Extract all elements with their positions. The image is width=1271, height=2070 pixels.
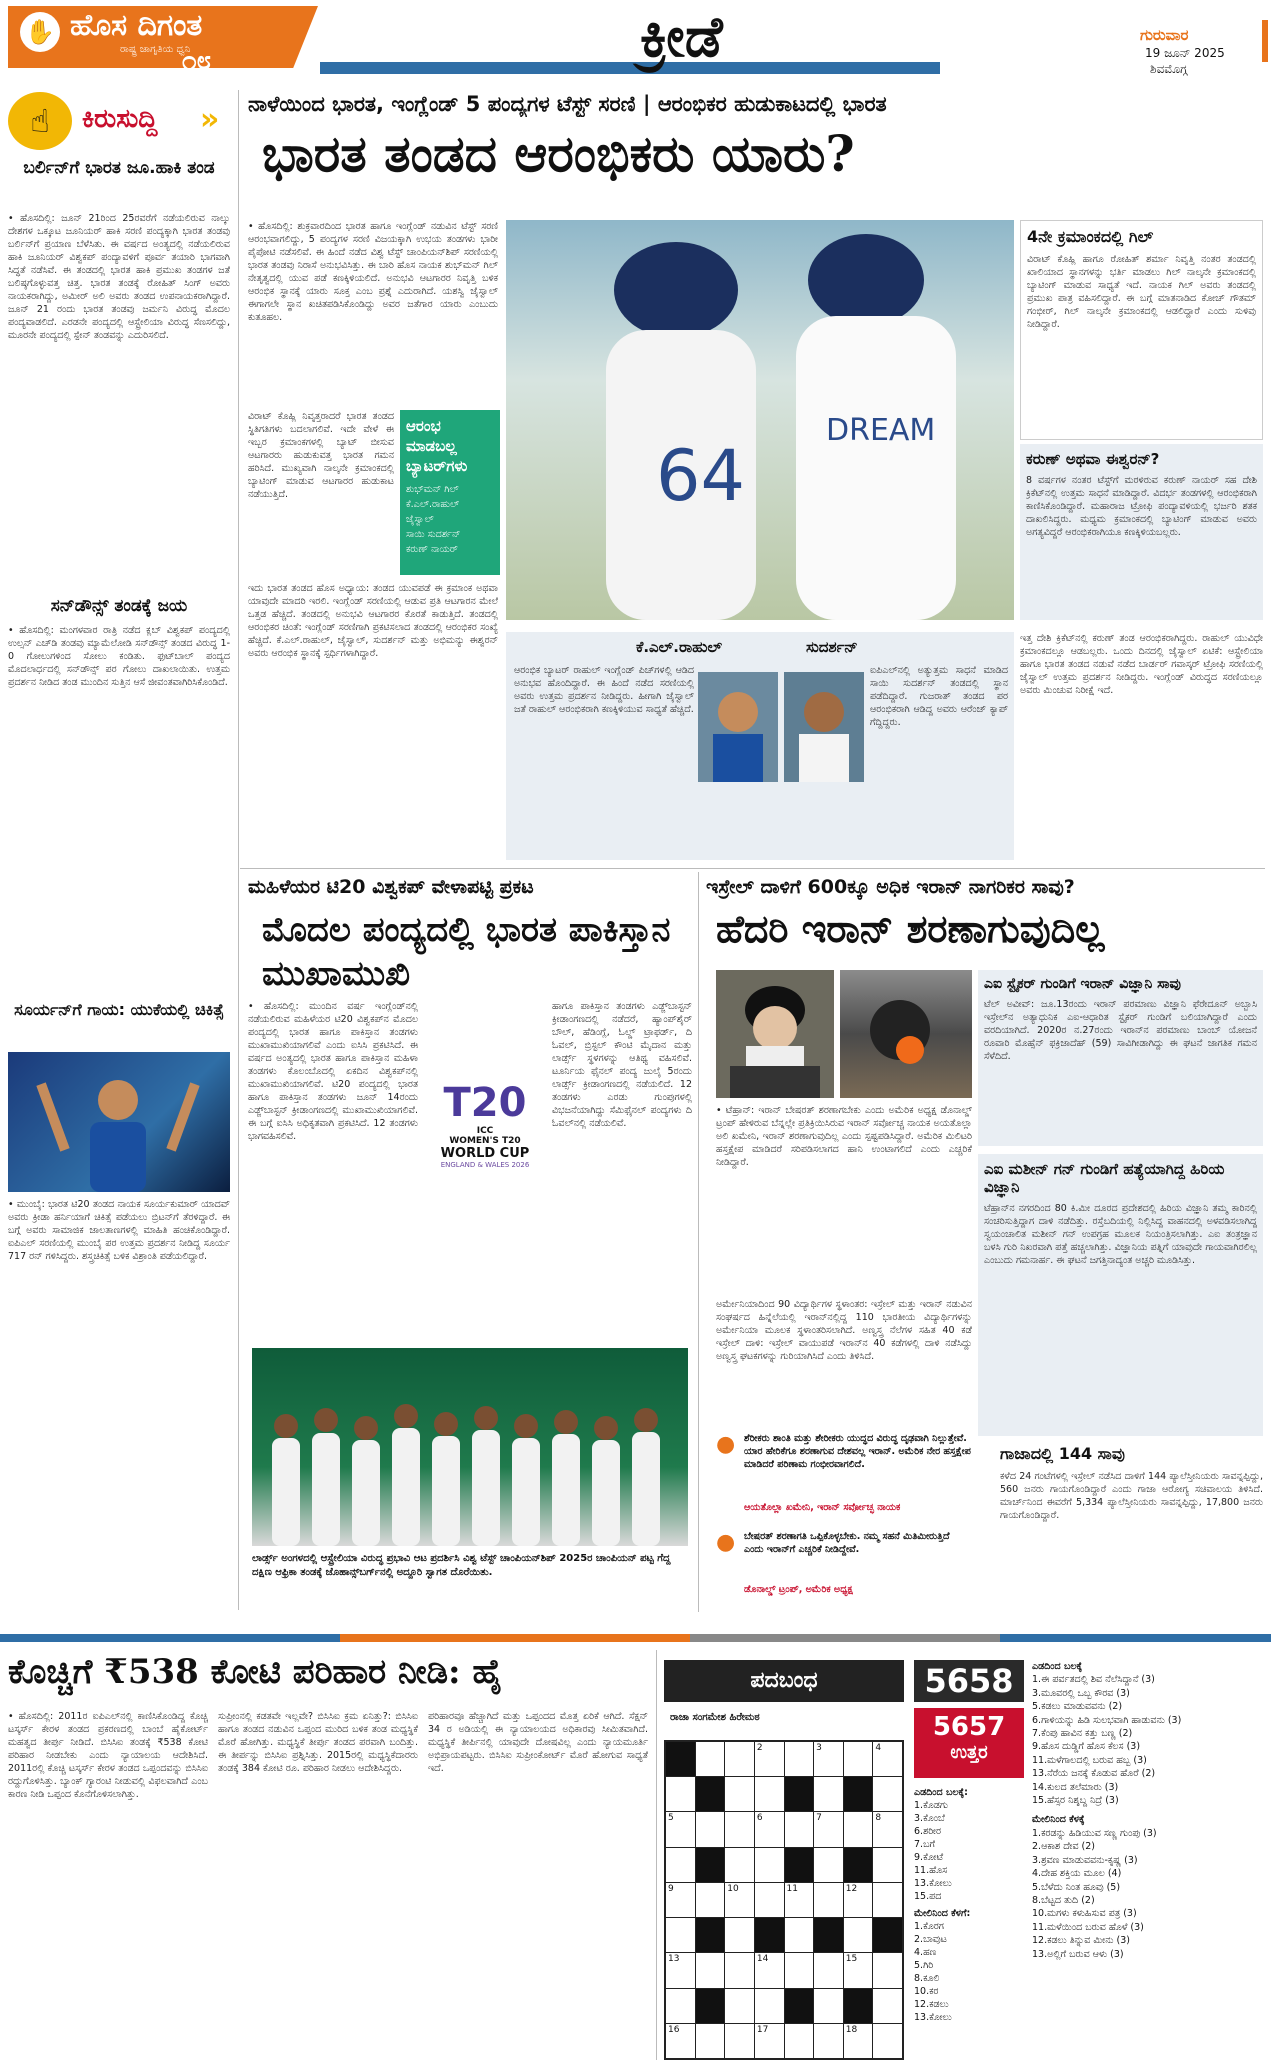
clue: 13.ಕೋಲು [914, 2012, 952, 2023]
clue: 15.ಹೆಸ್ಸರ ನಿಶ್ಶಬ್ದ ನಿದ್ರೆ (3) [1032, 1795, 1119, 1807]
crossword-grid[interactable] [664, 1740, 904, 2060]
players-box [506, 632, 1014, 860]
crossword-cell[interactable] [814, 2024, 843, 2058]
clue-head: ಮೇಲಿನಿಂದ ಕೆಳಕ್ಕೆ [1032, 1814, 1085, 1826]
clue: 5.ಬೆಳೆದು ನಿಂತ ಹೂವು (5) [1032, 1881, 1121, 1893]
khamenei-photo [716, 970, 834, 1098]
clue: 8.ಬೆಟ್ಟದ ತುದಿ (2) [1032, 1894, 1095, 1906]
crossword-black-cell[interactable] [696, 1918, 725, 1952]
clue: 10.ಮಗಳು ಕಳುಹಿಸುವ ಪತ್ರ (3) [1032, 1908, 1137, 1920]
opener-item: ಶುಭ್‌ಮನ್ ಗಿಲ್ [406, 484, 459, 495]
prev-number: 5657 [932, 1712, 1006, 1742]
clue: 7.ಬಗೆ [914, 1839, 936, 1850]
crossword-cell[interactable]: 6 [755, 1812, 784, 1846]
womens-body: ಹಾಗೂ ಪಾಕಿಸ್ತಾನ ತಂಡಗಳು ಎಡ್ಜ್‌ಬಾಸ್ಟನ್ ಕ್ರೀಡಾಂಗಣದಲ್ಲಿ ನಡೆದರೆ, ಹ್ಯಾಂಪ್‌ಶೈರ್ ಬೌಲ್, ಹೆಡಿಂಗ್ಲೆ, ಓಲ್ಡ್ ಟ್ರಾಫರ್ಡ್, ದಿ ಓವಲ್, ಬ್ರಿಸ್ಟಲ್ ಕೌಂಟಿ ಮೈದಾನ ಮತ್ತು ಲಾರ್ಡ್ಸ್ ಸ್ಥಳಗಳನ್ನು ಆತಿಥ್ಯ ವಹಿಸಲಿವೆ. ಟೂರ್ನಿಯ ಫೈನಲ್ ಪಂದ್ಯ ಜುಲೈ 5ರಂದು ಲಾರ್ಡ್ಸ್ ಕ್ರೀಡಾಂಗಣದಲ್ಲಿ ನಡೆಯಲಿದೆ. 12 ತಂಡಗಳು ಎರಡು ಗುಂಪುಗಳಲ್ಲಿ ವಿಭಜನೆಯಾಗಿದ್ದು ಸೆಮಿಫೈನಲ್ ಪಂದ್ಯಗಳು ದಿ ಓವಲ್‌ನಲ್ಲಿ ನಡೆಯಲಿವೆ. [552, 1001, 692, 1129]
puzzle-number: 5658 [914, 1660, 1024, 1702]
clue: 1.ಕೊರಗ [914, 1921, 944, 1932]
crossword-cell[interactable]: 2 [755, 1742, 784, 1776]
crossword-cell[interactable]: 4 [873, 1742, 902, 1776]
logo-text: ENGLAND & WALES 2026 [440, 1161, 530, 1169]
clue: 1.ಕರಡನ್ನು ಹಿಡಿಯುವ ಸಣ್ಣ ಗುಂಪು (3) [1032, 1827, 1157, 1839]
lead-body: ಇದು ಭಾರತ ತಂಡದ ಹೊಸ ಅಧ್ಯಾಯ: ತಂಡದ ಯುವಪಡೆ ಈ ಕ್ರಮಾಂಕ ಅಥವಾ ಯಾವುದೇ ಮಾದರಿ ಇರಲಿ. ಇಂಗ್ಲೆಂಡ್ ಸರಣಿಯಲ್ಲಿ ಆಡುವ ಪ್ರತಿ ಆಟಗಾರನ ಮೇಲೆ ಒತ್ತಡ ಹೆಚ್ಚಿದೆ. ತಂಡದಲ್ಲಿ ಅನುಭವಿ ಆಟಗಾರರ ಕೊರತೆ ಕಾಡುತ್ತಿದೆ. ತಂಡದಲ್ಲಿ ಆರಂಭಿಕರ ಚಿಂತೆ: ಇಂಗ್ಲೆಂಡ್ ಸರಣಿಗಾಗಿ ಪ್ರಕಟಿಸಲಾದ ತಂಡದಲ್ಲಿ ಆರಂಭಿಕರ ಸಂಖ್ಯೆ ಹೆಚ್ಚಿದೆ. ಕೆ.ಎಲ್.ರಾಹುಲ್, ಜೈಸ್ವಾಲ್, ಸುದರ್ಶನ್ ಮತ್ತು ಅಭಿಮನ್ಯು ಈಶ್ವರನ್ ಅವರು ಆರಂಭಿಕ ಸ್ಥಾನಕ್ಕೆ ಸ್ಪರ್ಧಿಗಳಾಗಿದ್ದಾರೆ. [248, 583, 498, 659]
quote-icon: ● [716, 1530, 736, 1555]
quote-block [716, 1432, 972, 1522]
story-body: • ಹೊಸದಿಲ್ಲಿ: ಮಂಗಳವಾರ ರಾತ್ರಿ ನಡೆದ ಕ್ಲಬ್ ವಿಶ್ವಕಪ್ ಪಂದ್ಯದಲ್ಲಿ ಉಲ್ಸನ್ ಎಚ್‌ಡಿ ತಂಡವು ಮ್ಯಾಮೆಲೋಡಿ ಸನ್‌ಡೌನ್ಸ್ ತಂಡದ ವಿರುದ್ಧ 1-0 ಗೋಲುಗಳಿಂದ ಸೋಲು ಕಂಡಿತು. ಫುಟ್‌ಬಾಲ್ ಪಂದ್ಯದ ಮೊದಲಾರ್ಧದಲ್ಲಿ ಸನ್‌ಡೌನ್ಸ್ ಪರ ಗೋಲು ದಾಖಲಾಯಿತು. ಉತ್ತಮ ಪ್ರದರ್ಶನ ನೀಡಿದ ತಂಡ ಮುಂದಿನ ಸುತ್ತಿನ ಆಸೆ ಜೀವಂತವಾಗಿರಿಸಿಕೊಂಡಿದೆ. [8, 625, 230, 688]
answer-clues [914, 1786, 1024, 2024]
crossword-cell[interactable]: 13 [666, 1953, 695, 1987]
rahul-label: ಕೆ.ಎಲ್.ರಾಹುಲ್ [636, 638, 722, 656]
lead-kicker: ನಾಳೆಯಿಂದ ಭಾರತ, ಇಂಗ್ಲೆಂಡ್ 5 ಪಂದ್ಯಗಳ ಟೆಸ್ಟ್ ಸರಣಿ | ಆರಂಭಿಕರ ಹುಡುಕಾಟದಲ್ಲಿ ಭಾರತ [248, 92, 887, 116]
crossword-cell[interactable] [785, 1953, 814, 1987]
ai-sniper-box [978, 970, 1263, 1146]
crossword-cell[interactable] [755, 1989, 784, 2023]
box-title: ಎಐ ಸ್ಟೈಕರ್ ಗುಂಡಿಗೆ ಇರಾನ್ ವಿಜ್ಞಾನಿ ಸಾವು [984, 976, 1181, 992]
crossword-cell[interactable] [725, 1742, 754, 1776]
crossword-black-cell[interactable] [785, 1989, 814, 2023]
logo-hand-icon: ✋ [20, 12, 60, 52]
clue: 12.ಕಡಲು [914, 1999, 949, 2010]
crossword-black-cell[interactable] [666, 1742, 695, 1776]
kochi-body: • ಹೊಸದಿಲ್ಲಿ: 2011ರ ಐಪಿಎಲ್‌ನಲ್ಲಿ ಕಾಣಿಸಿಕೊಂಡಿದ್ದ ಕೊಚ್ಚಿ ಟಸ್ಕರ್ಸ್ ಕೇರಳ ತಂಡದ ಪ್ರಕರಣದಲ್ಲಿ ಬಾಂಬೆ ಹೈಕೋರ್ಟ್ ಮಹತ್ವದ ತೀರ್ಪು ನೀಡಿದೆ. ಬಿಸಿಸಿಐ ತಂಡಕ್ಕೆ ₹538 ಕೋಟಿ ಪರಿಹಾರ ನೀಡಬೇಕು ಎಂದು ನ್ಯಾಯಾಲಯ ಆದೇಶಿಸಿದೆ. 2011ರಲ್ಲಿ ಕೊಚ್ಚಿ ಟಸ್ಕರ್ಸ್ ಕೇರಳ ತಂಡದ ಒಪ್ಪಂದವನ್ನು ಬಿಸಿಸಿಐ ರದ್ದುಗೊಳಿಸಿತ್ತು. ಬ್ಯಾಂಕ್ ಗ್ಯಾರಂಟಿ ನೀಡುವಲ್ಲಿ ವಿಫಲವಾಗಿದೆ ಎಂಬ ಕಾರಣ ನೀಡಿ ಒಪ್ಪಂದ ಕೊನೆಗೊಳಿಸಲಾಗಿತ್ತು. [8, 1711, 208, 1800]
womens-headline: ಮೊದಲ ಪಂದ್ಯದಲ್ಲಿ ಭಾರತ ಪಾಕಿಸ್ತಾನ ಮುಖಾಮುಖಿ [262, 910, 671, 994]
clue: 3.ಶ್ರವಣ ಮಾಡುವವನು-ಕೃಷ್ಣ (3) [1032, 1854, 1138, 1866]
pointing-hand-icon: ☝ [8, 92, 72, 150]
clue: 14.ಕುಲದ ತಲೆಮಾರು (3) [1032, 1781, 1119, 1793]
crossword-black-cell[interactable] [696, 1848, 725, 1882]
clue: 15.ಪದ [914, 1891, 942, 1902]
crossword-cell[interactable]: 17 [755, 2024, 784, 2058]
karun-title: ಕರುಣ್ ಅಥವಾ ಈಶ್ವರನ್? [1026, 450, 1160, 468]
clue: 5.ಗಿರಿ [914, 1960, 934, 1971]
crossword-cell[interactable] [844, 1812, 873, 1846]
prev-label: ಉತ್ತರ [950, 1742, 988, 1763]
sa-team-photo [252, 1348, 688, 1546]
quote-text: ಶೆರೀಕರು ಶಾಂತಿ ಮತ್ತು ಶೇರೀಕರು ಯುದ್ಧದ ವಿರುದ್ಧ ದೃಢವಾಗಿ ನಿಲ್ಲುತ್ತೇವೆ. ಯಾರ ಹೇರಿಕೆಗೂ ಶರಣಾಗುವ ದೇಶವಲ್ಲ ಇರಾನ್. ಅಮೆರಿಕ ನೇರ ಹಸ್ತಕ್ಷೇಪ ಮಾಡಿದರೆ ಪರಿಣಾಮ ಗಂಭೀರವಾಗಲಿದೆ. [744, 1433, 971, 1470]
crossword-cell[interactable] [696, 2024, 725, 2058]
crossword-cell[interactable] [666, 1848, 695, 1882]
crossword-cell[interactable] [725, 1918, 754, 1952]
batters-illustration [506, 220, 1014, 620]
crossword-cell[interactable]: 7 [814, 1812, 843, 1846]
story-headline: ಸನ್‌ಡೌನ್ಸ್ ತಂಡಕ್ಕೆ ಜಯ [50, 596, 188, 616]
crossword-cell[interactable] [814, 1848, 843, 1882]
opener-item: ಕರುಣ್ ನಾಯರ್ [406, 544, 458, 555]
quote-author: ಆಯತೊಲ್ಲಾ ಖಮೇನಿ, ಇರಾನ್ ಸರ್ವೋಚ್ಛ ನಾಯಕ [744, 1502, 901, 1513]
puzzle-title-text: ಪದಬಂಧ [664, 1660, 904, 1702]
story-body: • ಮುಂಬೈ: ಭಾರತ ಟಿ20 ತಂಡದ ನಾಯಕ ಸೂರ್ಯಕುಮಾರ್ ಯಾದವ್ ಅವರು ಕ್ರೀಡಾ ಹರ್ನಿಯಾಗೆ ಚಿಕಿತ್ಸೆ ಪಡೆಯಲು ಬ್ರಿಟನ್‌ಗೆ ತೆರಳಿದ್ದಾರೆ. ಈ ಬಗ್ಗೆ ಅವರು ಸಾಮಾಜಿಕ ಜಾಲತಾಣಗಳಲ್ಲಿ ಮಾಹಿತಿ ಹಂಚಿಕೊಂಡಿದ್ದಾರೆ. ಐಪಿಎಲ್ ಸರಣಿಯಲ್ಲಿ ಮುಂಬೈ ಪರ ಉತ್ತಮ ಪ್ರದರ್ಶನ ನೀಡಿದ್ದ ಸೂರ್ಯ 717 ರನ್ ಗಳಿಸಿದ್ದರು. ಶಸ್ತ್ರಚಿಕಿತ್ಸೆ ಬಳಿಕ ವಿಶ್ರಾಂತಿ ಪಡೆಯಲಿದ್ದಾರೆ. [8, 1199, 230, 1262]
crossword-cell[interactable]: 5 [666, 1812, 695, 1846]
clue: 11.ಮಳೆಯಿಂದ ಬರುವ ಹೊಳೆ (3) [1032, 1921, 1144, 1933]
iran-body: • ಟೆಹ್ರಾನ್: ಇರಾನ್ ಬೇಷರತ್ ಶರಣಾಗಬೇಕು ಎಂದು ಅಮೆರಿಕ ಅಧ್ಯಕ್ಷ ಡೊನಾಲ್ಡ್ ಟ್ರಂಪ್ ಹೇಳಿರುವ ಬೆನ್ನಲ್ಲೇ ಪ್ರತಿಕ್ರಿಯಿಸಿರುವ ಇರಾನ್ ಸರ್ವೋಚ್ಚ ನಾಯಕ ಅಯತೊಲ್ಲಾ ಅಲಿ ಖಮೇನಿ, ಇರಾನ್ ಶರಣಾಗುವುದಿಲ್ಲ ಎಂದು ಸ್ಪಷ್ಟಪಡಿಸಿದ್ದಾರೆ. ಅಮೆರಿಕ ಮಿಲಿಟರಿ ಹಸ್ತಕ್ಷೇಪ ಮಾಡಿದರೆ ಸರಿಪಡಿಸಲಾಗದ ಹಾನಿ ಉಂಟಾಗಲಿದೆ ಎಂದು ಎಚ್ಚರಿಕೆ ನೀಡಿದ್ದಾರೆ. [716, 1105, 972, 1168]
crossword-cell[interactable] [725, 1777, 754, 1811]
crossword-cell[interactable] [873, 1777, 902, 1811]
womens-kicker: ಮಹಿಳೆಯರ ಟಿ20 ವಿಶ್ವಕಪ್ ವೇಳಾಪಟ್ಟಿ ಪ್ರಕಟ [248, 876, 534, 898]
city: ಶಿವಮೊಗ್ಗ [1150, 62, 1188, 76]
crossword-cell[interactable] [755, 1883, 784, 1917]
karun-body: 8 ವರ್ಷಗಳ ನಂತರ ಟೆಸ್ಟ್‌ಗೆ ಮರಳಿರುವ ಕರುಣ್ ನಾಯರ್ ಸಹ ದೇಶಿ ಕ್ರಿಕೆಟ್‌ನಲ್ಲಿ ಉತ್ತಮ ಸಾಧನೆ ಮಾಡಿದ್ದಾರೆ. ವಿದರ್ಭ ತಂಡಗಳಲ್ಲಿ ಆರಂಭಿಕರಾಗಿ ಕಾಣಿಸಿಕೊಂಡಿದ್ದಾರೆ. ಮಹಾರಾಜ ಟ್ರೋಫಿ ಪಂದ್ಯಾವಳಿಯಲ್ಲಿ ಭರ್ಜರಿ ಶತಕ ದಾಖಲಿಸಿದ್ದರು. ಮಧ್ಯಮ ಕ್ರಮಾಂಕದಲ್ಲಿ ಬ್ಯಾಟಿಂಗ್ ಮಾಡುವ ಅವರು ಅಗತ್ಯವಿದ್ದರೆ ಆರಂಭಿಕರಾಗಿಯೂ ಕಣಕ್ಕಿಳಿಯಬಲ್ಲರು. [1026, 475, 1257, 538]
crossword-cell[interactable] [725, 2024, 754, 2058]
sudarshan-body: ಐಪಿಎಲ್‌ನಲ್ಲಿ ಅತ್ಯುತ್ತಮ ಸಾಧನೆ ಮಾಡಿದ ಸಾಯಿ ಸುದರ್ಶನ್ ತಂಡದಲ್ಲಿ ಸ್ಥಾನ ಪಡೆದಿದ್ದಾರೆ. ಗುಜರಾತ್ ತಂಡದ ಪರ ಆರಂಭಿಕರಾಗಿ ಆಡಿದ್ದ ಅವರು ಆರೆಂಜ್ ಕ್ಯಾಪ್ ಗೆದ್ದಿದ್ದರು. [870, 665, 1008, 728]
svg-text:DREAM: DREAM [826, 413, 936, 448]
clue-head: ಎಡದಿಂದ ಬಲಕ್ಕೆ [1032, 1661, 1083, 1672]
gill-body: ವಿರಾಟ್ ಕೊಹ್ಲಿ ಹಾಗೂ ರೋಹಿತ್ ಶರ್ಮಾ ನಿವೃತ್ತಿ ನಂತರ ತಂಡದಲ್ಲಿ ಖಾಲಿಯಾದ ಸ್ಥಾನಗಳನ್ನು ಭರ್ತಿ ಮಾಡಲು ಗಿಲ್ ನಾಲ್ಕನೇ ಕ್ರಮಾಂಕದಲ್ಲಿ ಬ್ಯಾಟಿಂಗ್ ಮಾಡುವ ಸಾಧ್ಯತೆ ಇದೆ. ನಾಯಕ ಗಿಲ್ ಅವರು ತಂಡದಲ್ಲಿ ಪ್ರಮುಖ ಪಾತ್ರ ವಹಿಸಲಿದ್ದಾರೆ. ಈ ಬಗ್ಗೆ ಮಾತನಾಡಿದ ಕೋಚ್ ಗೌತಮ್ ಗಂಭೀರ್, ಗಿಲ್ ನಾಲ್ಕನೇ ಕ್ರಮಾಂಕದಲ್ಲಿ ಆಡಲಿದ್ದಾರೆ ಎಂದು ಸುಳಿವು ನೀಡಿದ್ದಾರೆ. [1027, 254, 1256, 330]
quote-author: ಡೊನಾಲ್ಡ್ ಟ್ರಂಪ್, ಅಮೆರಿಕ ಅಧ್ಯಕ್ಷ [744, 1584, 853, 1595]
iran-kicker: ಇಸ್ರೇಲ್ ದಾಳಿಗೆ 600ಕ್ಕೂ ಅಧಿಕ ಇರಾನ್ ನಾಗರಿಕರ ಸಾವು? [706, 876, 1075, 898]
crossword-cell[interactable] [725, 1953, 754, 1987]
crossword-cell[interactable]: 12 [844, 1883, 873, 1917]
crossword-cell[interactable] [696, 1742, 725, 1776]
bottom-divider [0, 1634, 1271, 1642]
kirusuddi-label: ಕಿರುಸುದ್ದಿ [82, 104, 158, 134]
crossword-black-cell[interactable] [696, 1989, 725, 2023]
clue: 3.ಕೊಂಬೆ [914, 1813, 945, 1824]
story-headline: ಬರ್ಲಿನ್‌ಗೆ ಭಾರತ ಜೂ.ಹಾಕಿ ತಂಡ [23, 158, 215, 178]
lead-body: • ಹೊಸದಿಲ್ಲಿ: ಶುಕ್ರವಾರದಿಂದ ಭಾರತ ಹಾಗೂ ಇಂಗ್ಲೆಂಡ್ ನಡುವಿನ ಟೆಸ್ಟ್ ಸರಣಿ ಆರಂಭವಾಗಲಿದ್ದು, 5 ಪಂದ್ಯಗಳ ಸರಣಿ ವಿಜಯಕ್ಕಾಗಿ ಉಭಯ ತಂಡಗಳು ಭಾರೀ ಪೈಪೋಟಿ ನಡೆಸಲಿವೆ. ಈ ಹಿಂದೆ ನಡೆದ ವಿಶ್ವ ಟೆಸ್ಟ್ ಚಾಂಪಿಯನ್‌ಶಿಪ್ ಸರಣಿಯಲ್ಲಿ ಭಾರತ ತಂಡವು ನಿರಾಸೆ ಅನುಭವಿಸಿತ್ತು. ಈ ಬಾರಿ ಹೊಸ ನಾಯಕ ಶುಭ್‌ಮನ್ ಗಿಲ್ ನೇತೃತ್ವದಲ್ಲಿ ಯುವ ಪಡೆ ಕಣಕ್ಕಿಳಿಯಲಿದೆ. ಅನುಭವಿ ಆಟಗಾರರ ನಿವೃತ್ತಿ ಬಳಿಕ ಆರಂಭಿಕ ಸ್ಥಾನಕ್ಕೆ ಯಾರು ಸೂಕ್ತ ಎಂಬ ಪ್ರಶ್ನೆ ಎದುರಾಗಿದೆ. ಯಶಸ್ವಿ ಜೈಸ್ವಾಲ್ ಈಗಾಗಲೇ ಸ್ಥಾನ ಖಚಿತಪಡಿಸಿಕೊಂಡಿದ್ದು ಅವರ ಜತೆಗಾರ ಯಾರು ಎಂಬುದು ಕುತೂಹಲ. [248, 221, 498, 323]
crossword-cell[interactable]: 11 [785, 1883, 814, 1917]
crossword-cell[interactable] [873, 2024, 902, 2058]
quote-block [716, 1530, 972, 1610]
quote-icon: ● [716, 1432, 736, 1457]
crossword-cell[interactable] [696, 1812, 725, 1846]
crossword-cell[interactable] [696, 1953, 725, 1987]
clue: 13.ಅಲ್ಲಿಗೆ ಬರುವ ಆಳು (3) [1032, 1948, 1124, 1960]
crossword-cell[interactable] [785, 1812, 814, 1846]
icc-logo [425, 1080, 545, 1200]
opener-item: ಕೆ.ಎಲ್.ರಾಹುಲ್ [406, 499, 460, 510]
crossword-black-cell[interactable] [814, 1918, 843, 1952]
clue: 11.ಹೊಸ [914, 1865, 948, 1876]
date-day: ಗುರುವಾರ [1140, 26, 1189, 44]
openers-list [406, 482, 494, 557]
crossword-cell[interactable] [725, 1812, 754, 1846]
crossword-cell[interactable] [814, 1953, 843, 1987]
section-title: ಕ್ರೀಡೆ [640, 4, 723, 70]
box-title: ಎಐ ಮಶೀನ್ ಗನ್ ಗುಂಡಿಗೆ ಹತ್ಯೆಯಾಗಿದ್ದ ಹಿರಿಯ ವಿಜ್ಞಾನಿ [984, 1160, 1225, 1196]
logo-text: ICC [476, 1126, 494, 1136]
crossword-cell[interactable] [725, 1989, 754, 2023]
crossword-cell[interactable] [844, 1742, 873, 1776]
rahul-body: ಆರಂಭಿಕ ಬ್ಯಾಟರ್ ರಾಹುಲ್ ಇಂಗ್ಲೆಂಡ್ ಪಿಚ್‌ಗಳಲ್ಲಿ ಆಡಿದ ಅನುಭವ ಹೊಂದಿದ್ದಾರೆ. ಈ ಹಿಂದೆ ನಡೆದ ಸರಣಿಯಲ್ಲಿ ಅವರು ಉತ್ತಮ ಪ್ರದರ್ಶನ ನೀಡಿದ್ದರು. ಹೀಗಾಗಿ ಜೈಸ್ವಾಲ್ ಜತೆ ರಾಹುಲ್ ಆರಂಭಿಕರಾಗಿ ಕಣಕ್ಕಿಳಿಯುವ ಸಾಧ್ಯತೆ ಹೆಚ್ಚಿದೆ. [514, 665, 694, 715]
crossword-cell[interactable] [696, 1883, 725, 1917]
box-body: ಟೆಲ್ ಅವೀವ್: ಜೂ.13ರಂದು ಇರಾನ್ ಪರಮಾಣು ವಿಜ್ಞಾನಿ ಫೆರೇದೂನ್ ಅಬ್ಬಾಸಿ ಇಸ್ರೇಲ್‌ನ ಅತ್ಯಾಧುನಿಕ ಎಐ-ಆಧಾರಿತ ಸ್ಟೈಕರ್ ಗುಂಡಿಗೆ ಬಲಿಯಾಗಿದ್ದಾರೆ ಎಂದು ವರದಿಯಾಗಿದೆ. 2020ರ ನ.27ರಂದು ಇರಾನ್‌ನ ಪರಮಾಣು ಬಾಂಬ್ ಯೋಜನೆ ರೂವಾರಿ ಮೊಹ್ಸೆನ್ ಫಕ್ರಿಜಾದೆಹ್ (59) ಸಾವಿಗೀಡಾಗಿದ್ದು ಈ ಘಟನೆ ಜಾಗತಿಕ ಗಮನ ಸೆಳೆದಿದೆ. [984, 999, 1257, 1062]
photo-caption: ಲಾರ್ಡ್ಸ್ ಅಂಗಳದಲ್ಲಿ ಆಸ್ಟ್ರೇಲಿಯಾ ವಿರುದ್ಧ ಪ್ರಭಾವಿ ಆಟ ಪ್ರದರ್ಶಿಸಿ ವಿಶ್ವ ಟೆಸ್ಟ್ ಚಾಂಪಿಯನ್‌ಶಿಪ್ 2025ರ ಚಾಂಪಿಯನ್ ಪಟ್ಟ ಗೆದ್ದ ದಕ್ಷಿಣ ಆಫ್ರಿಕಾ ತಂಡಕ್ಕೆ ಜೊಹಾನ್ಸ್‌ಬರ್ಗ್‌ನಲ್ಲಿ ಅದ್ದೂರಿ ಸ್ವಾಗತ ದೊರೆಯಿತು. [252, 1553, 671, 1578]
kochi-body: ಪರಿಹಾರವೂ ಹೆಚ್ಚಾಗಿದೆ ಮತ್ತು ಒಪ್ಪಂದದ ಮೊತ್ತ ಏರಿಕೆ ಆಗಿದೆ. ಸೆಕ್ಷನ್ 34 ರ ಅಡಿಯಲ್ಲಿ ಈ ನ್ಯಾಯಾಲಯದ ಅಧಿಕಾರವು ಸೀಮಿತವಾಗಿದೆ. ಮಧ್ಯಸ್ಥಿಕೆ ತೀರ್ಪಿನಲ್ಲಿ ಯಾವುದೇ ದೋಷವಿಲ್ಲ ಎಂದು ನ್ಯಾಯಮೂರ್ತಿ ಅಭಿಪ್ರಾಯಪಟ್ಟರು. ಬಿಸಿಸಿಐ ಸುಪ್ರೀಂಕೋರ್ಟ್ ಮೊರೆ ಹೋಗುವ ಸಾಧ್ಯತೆ ಇದೆ. [428, 1711, 648, 1774]
clue: 12.ಕಡಲು ತಿನ್ನುವ ಮೀನು (3) [1032, 1935, 1130, 1947]
crossword-cell[interactable] [814, 1989, 843, 2023]
clue: 11.ಮಳೆಗಾಲದಲ್ಲಿ ಬರುವ ಹಬ್ಬ (3) [1032, 1754, 1147, 1766]
quote-text: ಬೇಷರತ್ ಶರಣಾಗತಿ ಒಪ್ಪಿಕೊಳ್ಳಬೇಕು. ನಮ್ಮ ಸಹನೆ ಮಿತಿಮೀರುತ್ತಿದೆ ಎಂದು ಇರಾನ್‌ಗೆ ಎಚ್ಚರಿಕೆ ನೀಡಿದ್ದೇವೆ. [744, 1531, 950, 1555]
sudarshan-label: ಸುದರ್ಶನ್ [806, 638, 858, 656]
cricketer-illustration [8, 1052, 230, 1192]
clue: 5.ಕಡಲು ಮಾಡುವವನು (2) [1032, 1701, 1123, 1713]
clue: 6.ಗಾಳಿಯನ್ನು ಹಿಡಿ ಸುಲಭವಾಗಿ ಹಾಡುವನು (3) [1032, 1714, 1182, 1726]
opener-item: ಸಾಯಿ ಸುದರ್ಶನ್ [406, 529, 461, 540]
crossword-cell[interactable]: 9 [666, 1883, 695, 1917]
clue: 1.ಈ ಪರ್ವತದಲ್ಲಿ ಶಿವ ನೆಲೆಸಿದ್ದಾನೆ (3) [1032, 1674, 1155, 1686]
lead-photo [506, 220, 1014, 620]
clue: 2.ಆಕಾಶ ದೇವ (2) [1032, 1841, 1096, 1853]
suryakumar-photo [8, 1052, 230, 1192]
crossword-black-cell[interactable] [873, 1918, 902, 1952]
crossword-cell[interactable] [666, 1918, 695, 1952]
section-divider [240, 868, 1265, 869]
lead-body: ವಿರಾಟ್ ಕೊಹ್ಲಿ ನಿವೃತ್ತರಾದರೆ ಭಾರತ ತಂಡದ ಸ್ಥಿತಿಗತಿಗಳು ಬದಲಾಗಲಿವೆ. ಇದೇ ವೇಳೆ ಈ ಇಬ್ಬರ ಕ್ರಮಾಂಕಗಳಲ್ಲಿ ಬ್ಯಾಟ್ ಬೀಸುವ ಆಟಗಾರರು ಹುಡುಕುವತ್ತ ಭಾರತ ಗಮನ ಹರಿಸಿದೆ. ಮುಖ್ಯವಾಗಿ ನಾಲ್ಕನೇ ಕ್ರಮಾಂಕದಲ್ಲಿ ಬ್ಯಾಟಿಂಗ್ ಮಾಡುವ ಆಟಗಾರರ ಹುಡುಕಾಟ ನಡೆಯುತ್ತಿದೆ. [248, 411, 394, 500]
crossword-cell[interactable] [755, 1777, 784, 1811]
clue: 4.ಹಣ [914, 1947, 937, 1958]
crossword-cell[interactable]: 3 [814, 1742, 843, 1776]
ai-machinegun-box [978, 1154, 1263, 1436]
crossword-cell[interactable] [725, 1848, 754, 1882]
accent-bar [1262, 20, 1268, 62]
crossword-black-cell[interactable] [785, 1777, 814, 1811]
clue-head: ಮೇಲಿನಿಂದ ಕೆಳಗೆ: [914, 1908, 971, 1919]
clue: 7.ಕೆಂಪು ಹಾವಿನ ಕತ್ತು ಬಣ್ಣ (2) [1032, 1728, 1133, 1740]
crossword-cell[interactable] [666, 1777, 695, 1811]
logo-name: ಹೊಸ ದಿಗಂತ [70, 8, 203, 43]
svg-text:64: 64 [656, 435, 746, 517]
crossword-cell[interactable] [755, 1848, 784, 1882]
clue: 10.ಕರ [914, 1986, 939, 1997]
opener-item: ಜೈಸ್ವಾಲ್ [406, 514, 434, 525]
crossword-cell[interactable]: 8 [873, 1812, 902, 1846]
crossword-black-cell[interactable] [844, 1989, 873, 2023]
date: 19 ಜೂನ್ 2025 [1145, 46, 1225, 60]
box-body: ಟೆಹ್ರಾನ್‌ನ ನಗರದಿಂದ 80 ಕಿ.ಮೀ ದೂರದ ಪ್ರದೇಶದಲ್ಲಿ ಹಿರಿಯ ವಿಜ್ಞಾನಿ ತಮ್ಮ ಕಾರಿನಲ್ಲಿ ಸಂಚರಿಸುತ್ತಿದ್ದಾಗ ದಾಳಿ ನಡೆದಿತ್ತು. ರಸ್ತೆಬದಿಯಲ್ಲಿ ನಿಲ್ಲಿಸಿದ್ದ ವಾಹನದಲ್ಲಿ ಅಳವಡಿಸಲಾಗಿದ್ದ ಸ್ವಯಂಚಾಲಿತ ಮಶೀನ್ ಗನ್ ಉಪಗ್ರಹ ಮೂಲಕ ನಿಯಂತ್ರಿಸಲಾಗಿತ್ತು. ಎಐ ತಂತ್ರಜ್ಞಾನ ಬಳಸಿ ಗುರಿ ನಿಖರವಾಗಿ ಪತ್ತೆ ಹಚ್ಚಲಾಗಿತ್ತು. ವಿಜ್ಞಾನಿಯ ಪತ್ನಿಗೆ ಯಾವುದೇ ಗಾಯವಾಗಿರಲಿಲ್ಲ ಎಂಬುದು ಗಮನಾರ್ಹ. ಈ ಘಟನೆ ಜಗತ್ತಿನಾದ್ಯಂತ ಅಚ್ಚರಿ ಮೂಡಿಸಿತ್ತು. [984, 1203, 1257, 1266]
crossword-cell[interactable] [873, 1989, 902, 2023]
lead-headline: ಭಾರತ ತಂಡದ ಆರಂಭಿಕರು ಯಾರು? [262, 124, 855, 183]
puzzle-author: ರಾಜಾ ಸಂಗಮೇಶ ಹಿರೇಮಠ [670, 1712, 760, 1723]
page-number: ೧೮ [182, 46, 212, 76]
gill-title: 4ನೇ ಕ್ರಮಾಂಕದಲ್ಲಿ ಗಿಲ್ [1027, 227, 1154, 246]
crossword-cell[interactable] [873, 1953, 902, 1987]
column-divider [656, 1650, 657, 2060]
crossword-cell[interactable]: 15 [844, 1953, 873, 1987]
iran-headline: ಹೆದರಿ ಇರಾನ್ ಶರಣಾಗುವುದಿಲ್ಲ [716, 906, 1105, 951]
crossword-cell[interactable] [814, 1883, 843, 1917]
header-bar [320, 62, 940, 74]
openers-title: ಆರಂಭ ಮಾಡಬಲ್ಲ ಬ್ಯಾಟರ್‌ಗಳು [406, 417, 468, 475]
puzzle-title [664, 1660, 904, 1702]
clue: 13.ನೆರೆಯ ಜನಕ್ಕೆ ಕೊಡುವ ಹೊರೆ (2) [1032, 1768, 1156, 1780]
kochi-headline: ಕೊಚ್ಚಿಗೆ ₹538 ಕೋಟಿ ಪರಿಹಾರ ನೀಡಿ: ಹೈ [8, 1652, 504, 1692]
gaza-body: ಕಳೆದ 24 ಗಂಟೆಗಳಲ್ಲಿ ಇಸ್ರೇಲ್ ನಡೆಸಿದ ದಾಳಿಗೆ 144 ಪ್ಯಾಲೆಸ್ತೀನಿಯರು ಸಾವನ್ನಪ್ಪಿದ್ದು, 560 ಜನರು ಗಾಯಗೊಂಡಿದ್ದಾರೆ ಎಂದು ಗಾಜಾ ಆರೋಗ್ಯ ಸಚಿವಾಲಯ ತಿಳಿಸಿದೆ. ಮಾರ್ಚ್‌ನಿಂದ ಈವರೆಗೆ 5,334 ಪ್ಯಾಲೆಸ್ತೀನಿಯರು ಸಾವನ್ನಪ್ಪಿದ್ದು, 17,800 ಜನರು ಗಾಯಗೊಂಡಿದ್ದಾರೆ. [1000, 1471, 1263, 1521]
story-body: • ಹೊಸದಿಲ್ಲಿ: ಜೂನ್ 21ರಿಂದ 25ರವರೆಗೆ ನಡೆಯಲಿರುವ ನಾಲ್ಕು ದೇಶಗಳ ಒಕ್ಕೂಟ ಜೂನಿಯರ್ ಹಾಕಿ ಸರಣಿ ಪಂದ್ಯಕ್ಕಾಗಿ ಭಾರತ ತಂಡವು ಬರ್ಲಿನ್‌ಗೆ ಪ್ರಯಾಣ ಬೆಳೆಸಿತು. ಈ ವರ್ಷದ ಅಂತ್ಯದಲ್ಲಿ ನಡೆಯಲಿರುವ ಹಾಕಿ ಜೂನಿಯರ್ ವಿಶ್ವಕಪ್ ಪಂದ್ಯಾವಳಿಗೆ ಪೂರ್ವ ತಯಾರಿ ಭಾಗವಾಗಿ ಸಿದ್ಧತೆ ನಡೆಸಿವೆ. ಈ ತಂಡದಲ್ಲಿ ಭಾರತ ಹಾಕಿ ಪ್ರಮುಖ ತಂಡಗಳ ಜತೆ ಬಲಿಷ್ಠಗೊಳ್ಳುವತ್ತ ಚಿತ್ತ. ಭಾರತ ತಂಡಕ್ಕೆ ರೋಹಿತ್ ಸಿಂಗ್ ಅವರು ನಾಯಕರಾಗಿದ್ದು, ಅಮೀರ್ ಅಲಿ ಅವರು ತಂಡದ ಉಪನಾಯಕರಾಗಿದ್ದಾರೆ. ಜೂನ್ 21 ರಂದು ಭಾರತ ತಂಡವು ಜರ್ಮನಿ ವಿರುದ್ಧ ಮೊದಲ ಪಂದ್ಯವಾಡಲಿದೆ. ಎರಡನೇ ಪಂದ್ಯದಲ್ಲಿ ಆಸ್ಟ್ರೇಲಿಯಾ ವಿರುದ್ಧ ಸೆಣಸಲಿದ್ದು, ಮೂರನೇ ಪಂದ್ಯದಲ್ಲಿ ಸ್ಪೇನ್ ತಂಡವನ್ನು ಎದುರಿಸಲಿದೆ. [8, 213, 230, 341]
clue-head: ಎಡದಿಂದ ಬಲಕ್ಕೆ: [914, 1787, 968, 1798]
clue: 1.ಕೊಡಗು [914, 1800, 948, 1811]
iran-body: ಅರ್ಮೇನಿಯಾದಿಂದ 90 ವಿದ್ಯಾರ್ಥಿಗಳ ಸ್ಥಳಾಂತರ: ಇಸ್ರೇಲ್ ಮತ್ತು ಇರಾನ್ ನಡುವಿನ ಸಂಘರ್ಷದ ಹಿನ್ನೆಲೆಯಲ್ಲಿ ಇರಾನ್‌ನಲ್ಲಿದ್ದ 110 ಭಾರತೀಯ ವಿದ್ಯಾರ್ಥಿಗಳನ್ನು ಅರ್ಮೇನಿಯಾ ಮೂಲಕ ಸ್ಥಳಾಂತರಿಸಲಾಗಿದೆ. ಅಣ್ವಸ್ತ್ರ ನೆಲೆಗಳ ಸಹಿತ 40 ಕಡೆ ಇಸ್ರೇಲ್ ದಾಳಿ: ಇಸ್ರೇಲ್ ವಾಯುಪಡೆ ಇರಾನ್‌ನ 40 ಕಡೆಗಳಲ್ಲಿ ದಾಳಿ ನಡೆಸಿದ್ದು ಅಣ್ವಸ್ತ್ರ ಘಟಕಗಳನ್ನು ಗುರಿಯಾಗಿಸಿದೆ ಎಂದು ತಿಳಿಸಿದೆ. [716, 1299, 972, 1362]
crossword-cell[interactable] [844, 1918, 873, 1952]
crossword-cell[interactable]: 16 [666, 2024, 695, 2058]
crossword-cell[interactable]: 18 [844, 2024, 873, 2058]
crossword-cell[interactable]: 14 [755, 1953, 784, 1987]
crossword-black-cell[interactable] [755, 1918, 784, 1952]
crossword-cell[interactable] [785, 2024, 814, 2058]
clue: 2.ಬಾವುಟ [914, 1934, 947, 1945]
crossword-cell[interactable] [666, 1989, 695, 2023]
column-divider [698, 872, 699, 1612]
answer-box [914, 1708, 1024, 1778]
clue: 8.ಕೂಲಿ [914, 1973, 940, 1984]
clue: 9.ಕೋಟೆ [914, 1852, 944, 1863]
t20-icon: T20 [443, 1080, 527, 1126]
lead-body: ಇತ್ತ ದೇಶಿ ಕ್ರಿಕೆಟ್‌ನಲ್ಲಿ ಕರುಣ್ ತಂಡ ಆರಂಭಿಕರಾಗಿದ್ದರು. ರಾಹುಲ್ ಯುವಿಧೇ ಕ್ರಮಾಂಕದಲ್ಲೂ ಆಡಬಲ್ಲರು. ಒಂದು ದಿನದಲ್ಲಿ ಜೈಸ್ವಾಲ್ ಏಟಿಕೆ: ಆಸ್ಟ್ರೇಲಿಯಾ ಹಾಗೂ ಭಾರತ ತಂಡದ ನಡುವೆ ನಡೆದ ಬಾರ್ಡರ್ ಗವಾಸ್ಕರ್ ಟ್ರೋಫಿ ಸರಣಿಯಲ್ಲಿ ಜೈಸ್ವಾಲ್ ಉತ್ತಮ ಪ್ರದರ್ಶನ ನೀಡಿದ್ದರು. ಇಂಗ್ಲೆಂಡ್ ವಿರುದ್ಧದ ಸರಣಿಯಲ್ಲೂ ಅವರು ಮಿಂಚುವ ನಿರೀಕ್ಷೆ ಇದೆ. [1020, 633, 1263, 696]
gaza-title: ಗಾಜಾದಲ್ಲಿ 144 ಸಾವು [1000, 1444, 1125, 1463]
clue: 13.ಕೋಲು [914, 1878, 952, 1889]
crossword-cell[interactable] [873, 1848, 902, 1882]
crossword-black-cell[interactable] [785, 1848, 814, 1882]
logo-text: WOMEN'S T20 [449, 1136, 521, 1146]
clue: 4.ದೇಹ ಶಕ್ತಿಯ ಮೂಲ (4) [1032, 1868, 1122, 1880]
sudarshan-photo [784, 672, 864, 782]
karun-box [1020, 444, 1263, 620]
rahul-photo [698, 672, 778, 782]
crossword-black-cell[interactable] [696, 1777, 725, 1811]
crossword-cell[interactable] [785, 1742, 814, 1776]
story-headline: ಸೂರ್ಯನ್‌ಗೆ ಗಾಯ: ಯುಕೆಯಲ್ಲಿ ಚಿಕಿತ್ಸೆ [14, 1000, 224, 1019]
logo-text: WORLD CUP [440, 1146, 530, 1161]
womens-body: • ಹೊಸದಿಲ್ಲಿ: ಮುಂದಿನ ವರ್ಷ ಇಂಗ್ಲೆಂಡ್‌ನಲ್ಲಿ ನಡೆಯಲಿರುವ ಮಹಿಳೆಯರ ಟಿ20 ವಿಶ್ವಕಪ್‌ನ ಮೊದಲ ಪಂದ್ಯದಲ್ಲಿ ಭಾರತ ಹಾಗೂ ಪಾಕಿಸ್ತಾನ ತಂಡಗಳು ಮುಖಾಮುಖಿಯಾಗಲಿವೆ ಎಂದು ಐಸಿಸಿ ಪ್ರಕಟಿಸಿದೆ. ಈ ವರ್ಷದ ಅಂತ್ಯದಲ್ಲಿ ಭಾರತ ಹಾಗೂ ಪಾಕಿಸ್ತಾನ ಮಹಿಳಾ ತಂಡಗಳು ಕೊಲಂಬೊದಲ್ಲಿ ಏಕದಿನ ವಿಶ್ವಕಪ್‌ನಲ್ಲಿ ಮುಖಾಮುಖಿಯಾಗಲಿವೆ. ಟಿ20 ಪಂದ್ಯದಲ್ಲಿ ಭಾರತ ಹಾಗೂ ಪಾಕಿಸ್ತಾನ ತಂಡಗಳು ಜೂನ್ 14ರಂದು ಎಡ್ಜ್‌ಬಾಸ್ಟನ್ ಕ್ರೀಡಾಂಗಣದಲ್ಲಿ ಮುಖಾಮುಖಿಯಾಗಲಿವೆ. ಈ ಬಗ್ಗೆ ಐಸಿಸಿ ಅಧಿಕೃತವಾಗಿ ಪ್ರಕಟಿಸಿದೆ. 12 ತಂಡಗಳು ಭಾಗವಹಿಸಲಿವೆ. [248, 1001, 418, 1142]
clue: 3.ಮೂವರಲ್ಲಿ ಒಬ್ಬ ಕೌರವ (3) [1032, 1687, 1130, 1699]
clue: 9.ಹೊಸ ದುಡ್ಡಿಗೆ ಹೊಸ ಕೆಲಸ (3) [1032, 1741, 1141, 1753]
crossword-cell[interactable]: 10 [725, 1883, 754, 1917]
column-divider [238, 90, 239, 1610]
puzzle-clues [1032, 1660, 1264, 1961]
clue: 6.ಶರೀರ [914, 1826, 942, 1837]
chevrons-icon: » [200, 102, 220, 137]
gill-box [1020, 220, 1263, 440]
kochi-body: ಸುಪ್ರೀಂನಲ್ಲಿ ಕಡತವೇ ಇಲ್ಲವೇ? ಬಿಸಿಸಿಐ ಕ್ರಮ ಏನಿತ್ತು?: ಬಿಸಿಸಿಐ ಹಾಗೂ ತಂಡದ ನಡುವಿನ ಒಪ್ಪಂದ ಮುರಿದ ಬಳಿಕ ತಂಡ ಮಧ್ಯಸ್ಥಿಕೆ ಮೊರೆ ಹೋಗಿತ್ತು. ಮಧ್ಯಸ್ಥಿಕೆ ತೀರ್ಪು ತಂಡದ ಪರವಾಗಿ ಬಂದಿತ್ತು. ಈ ತೀರ್ಪನ್ನು ಬಿಸಿಸಿಐ ಪ್ರಶ್ನಿಸಿತ್ತು. 2015ರಲ್ಲಿ ಮಧ್ಯಸ್ಥಿಕೆದಾರರು ತಂಡಕ್ಕೆ 384 ಕೋಟಿ ರೂ. ಪರಿಹಾರ ನೀಡಲು ಆದೇಶಿಸಿದ್ದರು. [218, 1711, 418, 1774]
crossword-black-cell[interactable] [844, 1848, 873, 1882]
crossword-cell[interactable] [814, 1777, 843, 1811]
crossword-black-cell[interactable] [844, 1777, 873, 1811]
crossword-cell[interactable] [873, 1883, 902, 1917]
team-illustration [252, 1348, 688, 1546]
strike-photo [840, 970, 972, 1098]
crossword-cell[interactable] [785, 1918, 814, 1952]
openers-box [400, 410, 500, 575]
logo-tagline: ರಾಷ್ಟ್ರ ಜಾಗೃತಿಯ ಧ್ವನಿ [120, 44, 191, 55]
